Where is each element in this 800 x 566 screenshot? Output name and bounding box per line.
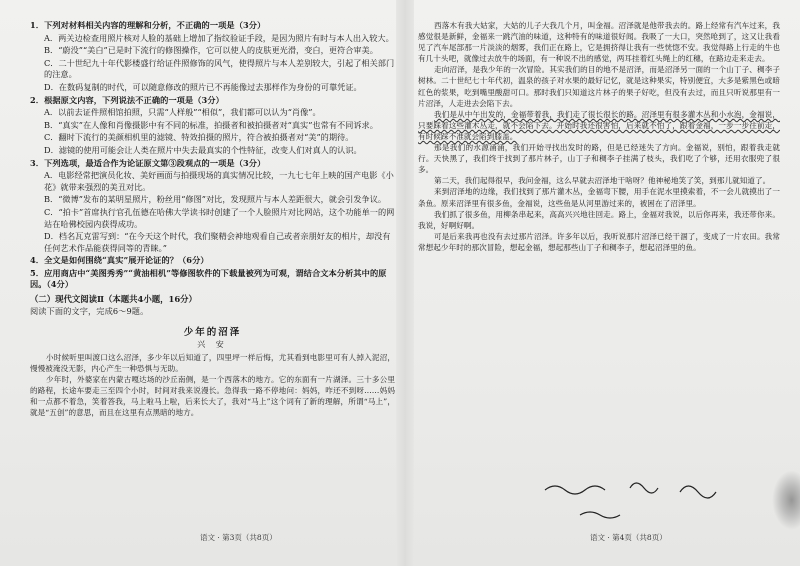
ink-smudge <box>772 470 800 530</box>
q2-stem: 2．根据原文内容，下列说法不正确的一项是（3分） <box>30 94 224 105</box>
story-paragraph: 西落木有我大姑家，大姑的儿子大我几个月，叫金福。沼泽就是他带我去的。路上经常有汽车过来，我感觉很是新鲜，金福来一跳汽油的味道，这种特有的味道很好闻。我吸了一大口，突然呛到了，这又让我看见了汽车尾部那一片淡淡的烟雾，我们正在路上，它是拥挤得让我有一些恍惚不安。我觉得路上行走的牛也有几十头吧，就像过去放牛的场面，有一种说不出的感觉，两耳挂着红头绳上的红穗，在路边走来走去。 <box>418 21 780 64</box>
page-footer-right: 语文 · 第4页（共8页） <box>590 533 667 542</box>
q1-stem: 1．下列对材料相关内容的理解和分析，不正确的一项是（3分） <box>30 20 266 30</box>
q1-option-d: D．在数码复制的时代，可以随意修改的照片已不再能像过去那样作为身份的可靠凭证。 <box>44 81 362 92</box>
q3-option-d: D．档名瓦克雷写到：“在今天这个时代，我们聚精会神地观看自己或者亲朋好友的相片，却没有任何艺术作品能获得同等的青睐。” <box>44 231 391 253</box>
story-paragraph: 少年时，外婆家在内蒙古嘎达场的沙丘南侧，是一个西落木的地方。它的东面有一片湖泽。三十多公里的路程，长途车要走三至四个小时，时间对我来说漫长。急得我一路不停地问：妈妈，咋还不到呀……妈妈和一点都不着急，笑着答我，马上啦马上啦，后来长大了，我对“马上”这个词有了新的理解，所谓“马上”，就是“五创”的意思，而且在这里有点黑暗的地方。 <box>30 374 395 418</box>
story-paragraph-underlined: 我们是从中午出发的，金福带着我，我们走了很长很长的路。沼泽里有很多灌木丛和小水泡，金福说，只要踩着这些灌木丛走，就不会陷下去。开始时我还很害怕，后来就不怕了，跟着金福，一步一步往前走，有时候踩不准就会陷到膝盖。 <box>418 109 780 141</box>
story-paragraph: 走向沼泽，是我少年的一次冒险。其实我们的目的地不是沼泽，而是沼泽另一面的一个山丁子、稠李子树林。二十世纪七十年代初，温泉的孩子对水果的最好记忆，就是这种果实，特别便宜，大多是紫黑色或暗红色的浆果，吃到嘴里酸甜可口。那时我们只知道这片林子的果子好吃，但没有去过，而且只听说那里有一片沼泽，人走进去会陷下去。 <box>418 65 780 108</box>
q1-option-a: A．两关边检查用照片核对人脸的基础上增加了指纹验证手段，是因为照片有时与本人出入较大。 <box>44 32 394 43</box>
reading-instruction: 阅读下面的文字，完成6～9题。 <box>30 306 149 317</box>
q3-option-a: A．电影经常把演员化妆、美好画面与拍摄现场的真实情况比较，一九七七年上映的国产电影《小花》就带来强烈的美丑对比。 <box>44 170 394 192</box>
story-paragraph: 第二天，我们起得很早，我问金福，这么早就去沼泽地干啥呀？他神秘地笑了笑，到那儿就知道了。 <box>434 176 771 186</box>
page-gutter <box>396 0 414 566</box>
page-footer-left: 语文 · 第3页（共8页） <box>200 533 277 542</box>
q2-option-c: C．翻时下流行的美颜相机里的滤镜、特效拍摄的照片，符合被拍摄者对“美”的期待。 <box>44 132 354 143</box>
left-page <box>30 20 395 540</box>
handwritten-scribble <box>540 470 780 530</box>
q5-stem: 5．应用商店中“美图秀秀”“黄油相机”等修图软件的下载量被列为可观，谓结合文本分析其中的原因。（4分） <box>30 267 387 290</box>
story-title: 少年的沼泽 <box>183 326 242 338</box>
q1-option-b: B．“蔚没”“美白”已是时下流行的修图操作，它可以使人的皮肤更光滑，变白，更符合审美。 <box>44 45 378 56</box>
story-paragraph: 我们抓了很多鱼，用柳条串起来，高高兴兴地往回走。路上，金福对我说，以后你再来，我还带你来。我说，好啊好啊。 <box>418 209 780 230</box>
q2-option-a: A．以前去证件照相馆拍照，只需“人样般”“相似”，我们都可以认为“肖像”。 <box>44 107 321 118</box>
story-paragraph: 那是我们的水源涌涌，我们开始寻找出发时的路，但是已经迷失了方向。金福说，别怕，跟着我走就行。天快黑了，我们终于找到了那片林子，山丁子和稠李子挂满了枝头，我们吃了个够，还用衣服兜了很多。 <box>418 143 780 175</box>
story-paragraph: 来到沼泽地的边缘，我们找到了那片灌木丛，金福弯下腰，用手在泥水里摸索着，不一会儿就摸出了一条鱼。原来沼泽里有很多鱼，金福说，这些鱼是从河里游过来的，被困在了沼泽里。 <box>418 187 780 208</box>
right-page <box>418 20 780 540</box>
q1-option-c: C．二十世纪九十年代影楼盛行给证件照修饰的风气，使得照片与本人差别较大，引起了相关部门的注意。 <box>44 57 395 80</box>
section-heading: （二）现代文阅读Ⅱ（本题共4小题，16分） <box>30 294 197 305</box>
q3-stem: 3．下列选项，最适合作为论证原文第③段观点的一项是（3分） <box>30 157 266 168</box>
q3-option-c: C．“拍卡”首席执行官孔伍德在哈佛大学读书时创建了一个人脸照片对比网站，这个功能单一的网站在哈佛校园内获得成功。 <box>44 206 395 229</box>
story-author: 兴 安 <box>197 339 228 349</box>
q4-stem: 4．全文是如何围绕“真实”展开论证的？（6分） <box>30 255 209 266</box>
q2-option-d: D．滤镜的使用可能会让人类在照片中失去最真实的个性特征，改变人们对真人的认识。 <box>44 144 362 155</box>
q3-option-b: B．“微博”发布的某明星照片，粉丝用“修图”对比，发现照片与本人差距很大，就会引发争议。 <box>44 194 387 205</box>
story-paragraph: 可是后来我再也没有去过那片沼泽。许多年以后，我听说那片沼泽已经干涸了，变成了一片农田。我常常想起少年时的那次冒险，想起金福，想起那些山丁子和稠李子，想起沼泽里的鱼。 <box>418 231 780 252</box>
q2-option-b: B．“真实”在人像和肖像摄影中有不同的标准，拍摄者和被拍摄者对“真实”也常有不同诉求。 <box>44 119 378 130</box>
story-paragraph: 小时候听里叫渡口这么沼泽，多少年以后知道了，四里坪一样后悔，尤其看到电影里可有人掉入泥沼，慢慢被淹没无影，内心产生一种恐惧与无助。 <box>30 352 395 373</box>
